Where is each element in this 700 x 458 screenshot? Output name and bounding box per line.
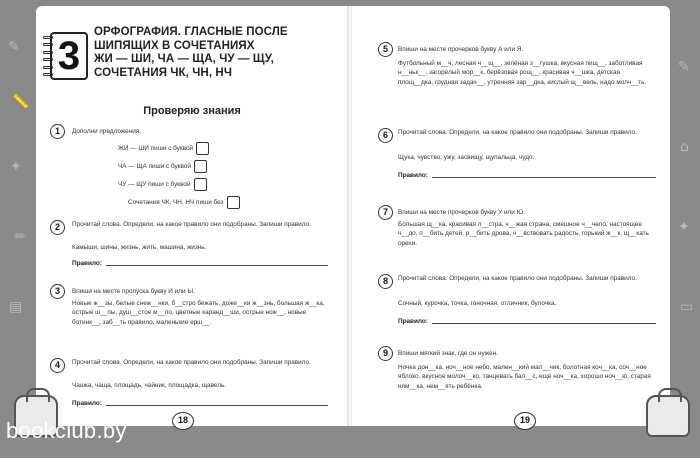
page-number-left: 18 (172, 412, 194, 430)
answer-row (398, 318, 656, 325)
page-number-right: 19 (514, 412, 536, 430)
pencil-doodle-icon: ✎ (8, 39, 20, 55)
task-body: Ночка дон__ка, ноч__ное небо, мален__кий мал__чик, болотная коч__ка, соч__ное яблоко, вкусное молоч__ко, танцевать бал__с, ещё ноч__ка, хорошо ноч__ю, старая ням__ка, нем__ять ребёнка. (398, 364, 651, 390)
task-text: Дополни предложения. (72, 128, 142, 135)
answer-row (398, 172, 656, 179)
task-body: Новые ж__зы, белые снеж__нки, б__стро бежать, доже__ки ж__знь, большая ж__ка, острые ш__пы, душ__стое м__ло, цветные каранд__ши, острые нож__, новые ботинк__, заб__ть правило, маленькие ерш__. (72, 300, 325, 326)
task-text: Прочитай слова. Определи, на какое правило они подобраны. Запиши правило. (72, 221, 311, 228)
backpack-icon (646, 395, 690, 437)
answer-label: Правило: (72, 260, 102, 267)
answer-row (72, 260, 328, 267)
answer-label: Правило: (398, 318, 428, 325)
task-number: 9 (378, 346, 393, 361)
lesson-number: 3 (50, 32, 88, 80)
ruler-doodle-icon: 📏 (12, 94, 30, 110)
rule-row (118, 178, 207, 191)
answer-box[interactable] (194, 178, 207, 191)
word-list: Камыши, шины, жизнь, жить, машина, жизнь. (72, 244, 207, 251)
rule-row (128, 196, 240, 209)
task-number: 3 (50, 284, 65, 299)
task-number: 1 (50, 124, 65, 139)
task-number: 8 (378, 274, 393, 289)
answer-label: Правило: (72, 400, 102, 407)
task-text: Прочитай слова. Определи, на какое правило они подобраны. Запиши правило. (72, 359, 311, 366)
word-list: Сочный, курочка, точка, гоночная, отличник, булочка. (398, 300, 557, 307)
star-doodle-icon: ✦ (678, 219, 690, 235)
task-text: Впиши на месте пропуска букву И или Ы. (72, 288, 195, 295)
answer-line[interactable] (106, 405, 328, 406)
answer-row (72, 400, 328, 407)
topic-line: ШИПЯЩИХ В СОЧЕТАНИЯХ (94, 39, 255, 52)
task-body: Футбольный м__ч, лесная ч__щ__, зелёная з__гушка, вкусная пищ__, заботливая н__ньк__, загорелый мор__к, берёзовая рощ__, красивая ч__шка, детская площ__дка, грудная задач__, утренняя зар__дка, кислый щ__вель, надо молч__ть. (398, 60, 647, 86)
left-page (36, 6, 348, 426)
pencil-doodle-icon: ✎ (678, 59, 690, 75)
right-page (352, 6, 670, 426)
task-number: 7 (378, 205, 393, 220)
answer-line[interactable] (432, 177, 656, 178)
task-number: 6 (378, 128, 393, 143)
rule-text: Сочетания ЧК, ЧН, НЧ пиши без (128, 199, 224, 206)
word-list: Чашка, чаща, площадь, чайник, площадка, щавель. (72, 382, 227, 389)
rule-text: ЧА — ЩА пиши с буквой (118, 163, 191, 170)
topic-line: СОЧЕТАНИЯ ЧК, ЧН, НЧ (94, 66, 233, 79)
lesson-topic (94, 26, 342, 80)
watermark: bookclub.by (6, 418, 127, 443)
star-doodle-icon: ✦ (10, 159, 22, 175)
pencil-doodle-icon: ✏ (14, 229, 26, 245)
rule-row (118, 142, 209, 155)
task-number: 2 (50, 220, 65, 235)
book-doodle-icon: ▤ (9, 299, 23, 315)
section-title: Проверяю знания (143, 105, 241, 117)
clip-doodle-icon: ⌂ (680, 139, 689, 155)
answer-box[interactable] (227, 196, 240, 209)
rule-text: ЖИ — ШИ пиши с буквой (118, 145, 194, 152)
answer-label: Правило: (398, 172, 428, 179)
ruler-doodle-icon: ▭ (680, 299, 694, 315)
task-text: Прочитай слова. Определи, на какое правило они подобраны. Запиши правило. (398, 275, 637, 282)
word-list: Щука, чувство, ужу, засвищу, щупальца, чудо. (398, 154, 535, 161)
answer-box[interactable] (194, 160, 207, 173)
task-body: Большая щ__ка, красивая л__стра, ч__жая страна, смешное ч__чело, настоящее ч__до, п__бить детей, р__бить дрова, ч__вствовать радость, горький ж__к, щ__кать орехи. (398, 221, 649, 247)
task-text: Впиши на месте прочерков букву А или Я. (398, 46, 524, 53)
task-number: 4 (50, 358, 65, 373)
task-text: Впиши на месте прочерков букву У или Ю. (398, 209, 525, 216)
rule-text: ЧУ — ЩУ пиши с буквой (118, 181, 191, 188)
task-text: Прочитай слова. Определи, на какое правило они подобраны. Запиши правило. (398, 129, 637, 136)
answer-line[interactable] (432, 323, 656, 324)
answer-line[interactable] (106, 265, 328, 266)
topic-line: ОРФОГРАФИЯ. ГЛАСНЫЕ ПОСЛЕ (94, 26, 288, 38)
rule-row (118, 160, 207, 173)
topic-line: ЖИ — ШИ, ЧА — ЩА, ЧУ — ЩУ, (94, 53, 274, 65)
answer-box[interactable] (196, 142, 209, 155)
task-text: Впиши мягкий знак, где он нужен. (398, 350, 498, 357)
task-number: 5 (378, 42, 393, 57)
